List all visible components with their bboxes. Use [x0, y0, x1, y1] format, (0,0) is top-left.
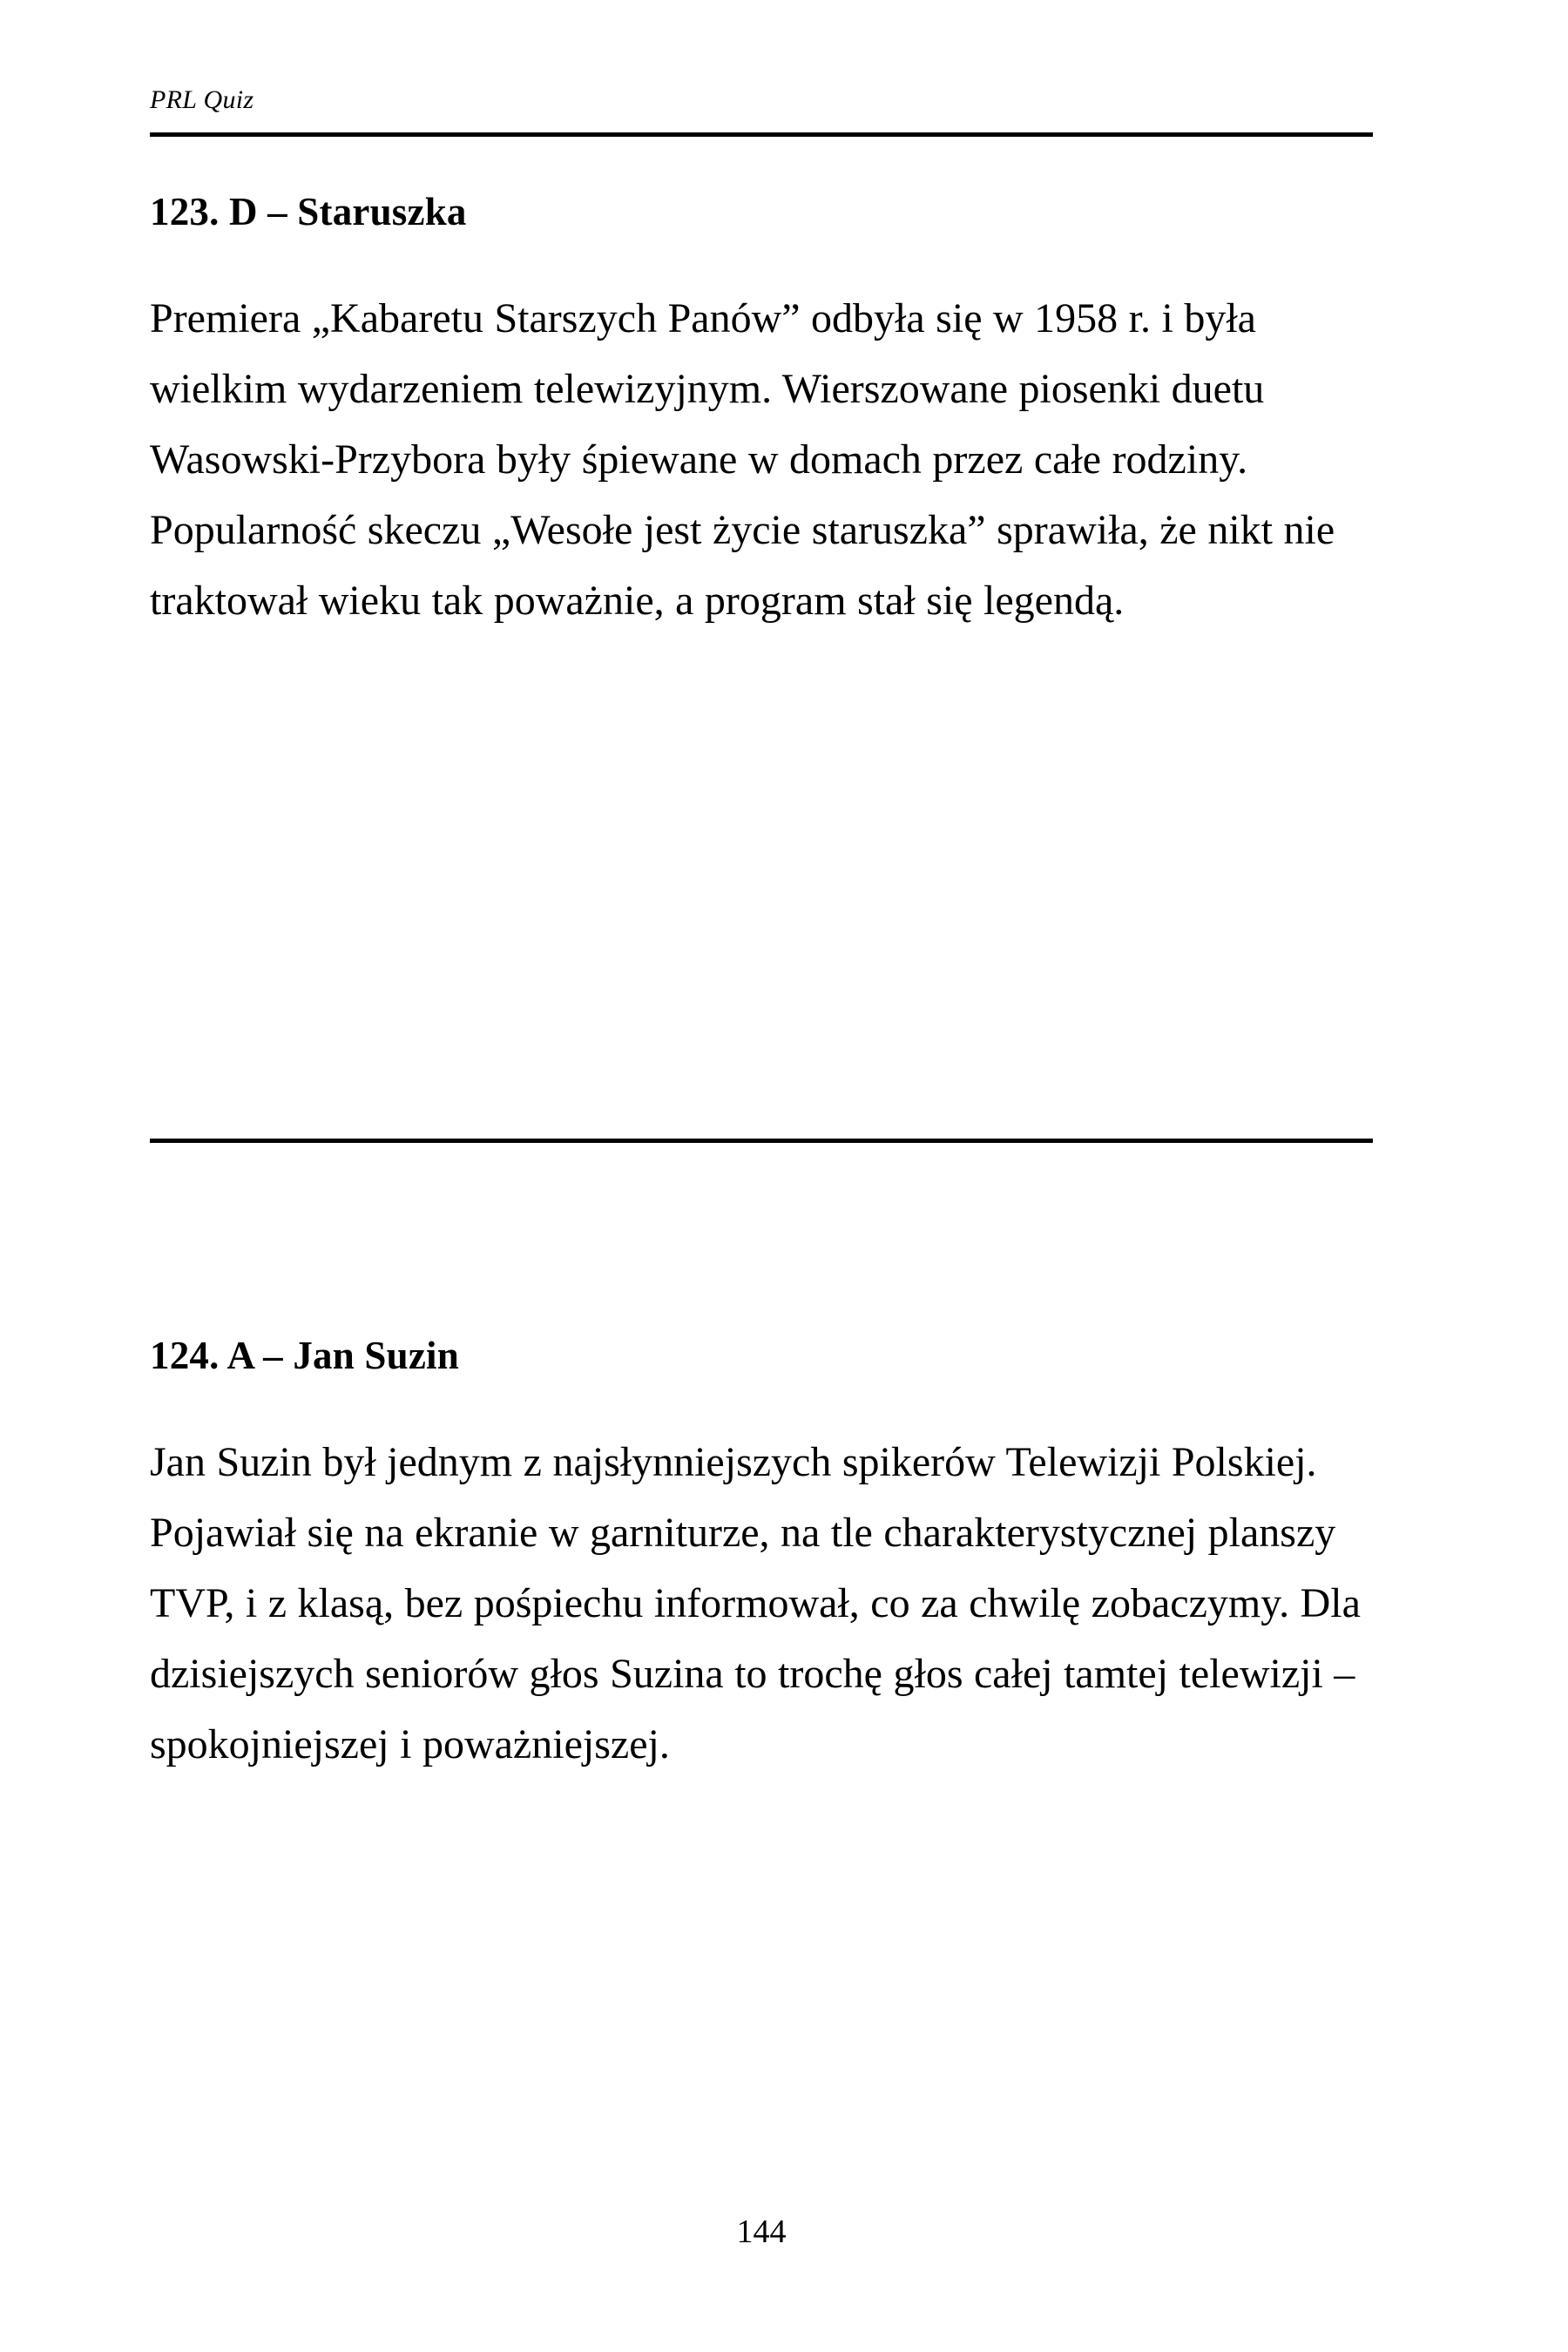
entry-heading-123: 123. D – Staruszka — [150, 190, 467, 233]
running-header-title: PRL Quiz — [150, 85, 254, 114]
answer-entry-124 — [150, 1331, 1373, 1780]
answer-entry-123 — [150, 187, 1373, 636]
page-content-column — [150, 0, 1373, 2352]
page-footer — [150, 2213, 1373, 2251]
page-number: 144 — [736, 2213, 787, 2250]
entry-heading-124: 124. A – Jan Suzin — [150, 1334, 459, 1377]
running-header — [150, 85, 1373, 115]
section-separator-rule — [150, 1139, 1373, 1143]
header-rule — [150, 132, 1373, 137]
entry-body-124: Jan Suzin był jednym z najsłynniejszych spikerów Telewizji Polskiej. Pojawiał się na ekranie w garniturze, na tle charakterystycznej planszy TVP, i z klasą, bez pośpiechu informował, co za chwilę zobaczymy. Dla dzisiejszych seniorów głos Suzina to trochę głos całej tamtej telewizji – spokojniejszej i poważniejszej. — [150, 1439, 1361, 1767]
entry-body-123: Premiera „Kabaretu Starszych Panów” odbyła się w 1958 r. i była wielkim wydarzeniem telewizyjnym. Wierszowane piosenki duetu Wasowski-Przybora były śpiewane w domach przez całe rodziny. Popularność skeczu „Wesołe jest życie staruszka” sprawiła, że nikt nie traktował wieku tak poważnie, a program stał się legendą. — [150, 295, 1335, 624]
